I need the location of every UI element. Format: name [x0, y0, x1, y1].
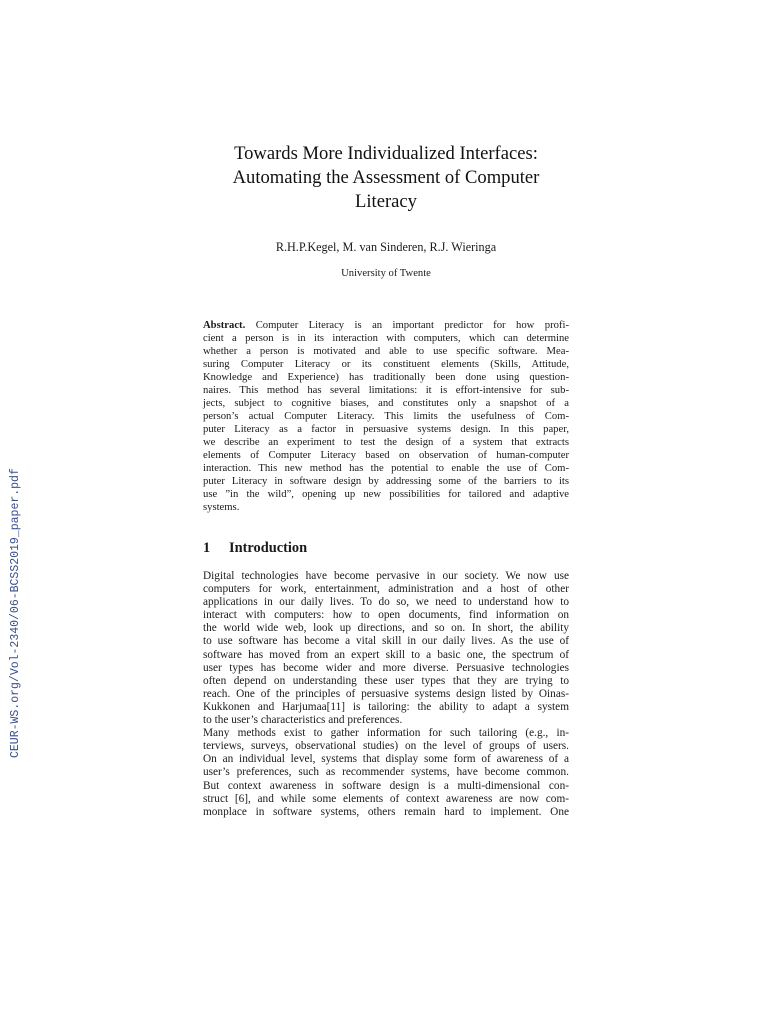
body-text	[203, 570, 569, 819]
affiliation: University of Twente	[341, 268, 431, 279]
abstract-line: puter Literacy as a factor in persuasive systems design. In this paper,	[203, 424, 569, 435]
body-line: struct [6], and while some elements of context awareness are now com-	[203, 792, 569, 805]
body-line: monplace in software systems, others remain hard to implement. One	[203, 805, 569, 818]
abstract-line: jects, subject to cognitive biases, and constitutes only a snapshot of a	[203, 398, 569, 409]
section-title: Introduction	[229, 540, 308, 556]
abstract-line: use ”in the wild”, opening up new possibilities for tailored and adaptive	[203, 489, 569, 500]
title-line: Automating the Assessment of Computer	[232, 167, 540, 188]
abstract-text: Computer Literacy is an important predictor for how profi-	[245, 320, 569, 331]
paper-page	[203, 142, 569, 819]
body-line: terviews, surveys, observational studies) on the level of groups of users.	[203, 740, 569, 753]
body-line: computers for work, entertainment, administration and a host of other	[203, 583, 569, 596]
abstract-line: cient a person is in its interaction with computers, which can determine	[203, 333, 569, 344]
paper-title	[203, 142, 569, 214]
abstract-line: we describe an experiment to test the design of a system that extracts	[203, 437, 569, 448]
body-line: reach. One of the principles of persuasive systems design listed by Oinas-	[203, 687, 569, 700]
body-line: software has moved from an expert skill to a basic one, the spectrum of	[203, 648, 569, 661]
body-line: But context awareness in software design is a multi-dimensional con-	[203, 779, 569, 792]
abstract-line: person’s actual Computer Literacy. This limits the usefulness of Com-	[203, 411, 569, 422]
body-line: Digital technologies have become pervasive in our society. We now use	[203, 570, 569, 582]
abstract-line: naires. This method has several limitations: it is effort-intensive for sub-	[203, 385, 569, 396]
body-line: often depend on understanding these user types that they are trying to	[203, 674, 569, 687]
abstract-line: suring Computer Literacy or its constituent elements (Skills, Attitude,	[203, 359, 569, 370]
body-line: applications in our daily lives. To do so, we need to understand how to	[203, 596, 569, 609]
abstract-line: whether a person is motivated and able to use specific software. Mea-	[203, 346, 569, 357]
abstract-line: systems.	[203, 502, 240, 513]
abstract	[203, 319, 569, 514]
body-line: On an individual level, systems that display some form of awareness of a	[203, 753, 569, 766]
abstract-line: interaction. This new method has the potential to enable the use of Com-	[203, 463, 569, 474]
abstract-line: elements of Computer Literacy based on observation of human-computer	[203, 450, 569, 461]
body-line: user’s preferences, such as recommender systems, have become common.	[203, 766, 569, 779]
section-number: 1	[203, 540, 211, 556]
body-line: to the user’s characteristics and preferences.	[203, 714, 403, 727]
body-line: Many methods exist to gather information for such tailoring (e.g., in-	[203, 727, 569, 740]
body-line: user types has become wider and more diverse. Persuasive technologies	[203, 661, 569, 674]
side-url-stamp	[9, 458, 23, 758]
body-line: interact with computers: how to open documents, find information on	[203, 609, 569, 622]
abstract-label: Abstract.	[203, 320, 246, 331]
side-url-text: CEUR-WS.org/Vol-2340/06-BCSS2019_paper.pdf	[9, 468, 22, 758]
body-line: to use software has become a vital skill in our daily lives. As the use of	[203, 635, 569, 648]
section-heading	[203, 539, 569, 557]
title-line: Towards More Individualized Interfaces:	[234, 143, 538, 164]
abstract-line: Knowledge and Experience) has traditionally been done using question-	[203, 372, 569, 383]
body-line: Kukkonen and Harjumaa[11] is tailoring: the ability to adapt a system	[203, 700, 569, 713]
abstract-line: puter Literacy in software design by addressing some of the barriers to its	[203, 476, 569, 487]
body-line: the world wide web, look up directions, and so on. In short, the ability	[203, 622, 569, 635]
abstract-line	[203, 319, 569, 332]
author-list: R.H.P.Kegel, M. van Sinderen, R.J. Wieringa	[275, 240, 497, 254]
title-line: Literacy	[355, 191, 417, 212]
